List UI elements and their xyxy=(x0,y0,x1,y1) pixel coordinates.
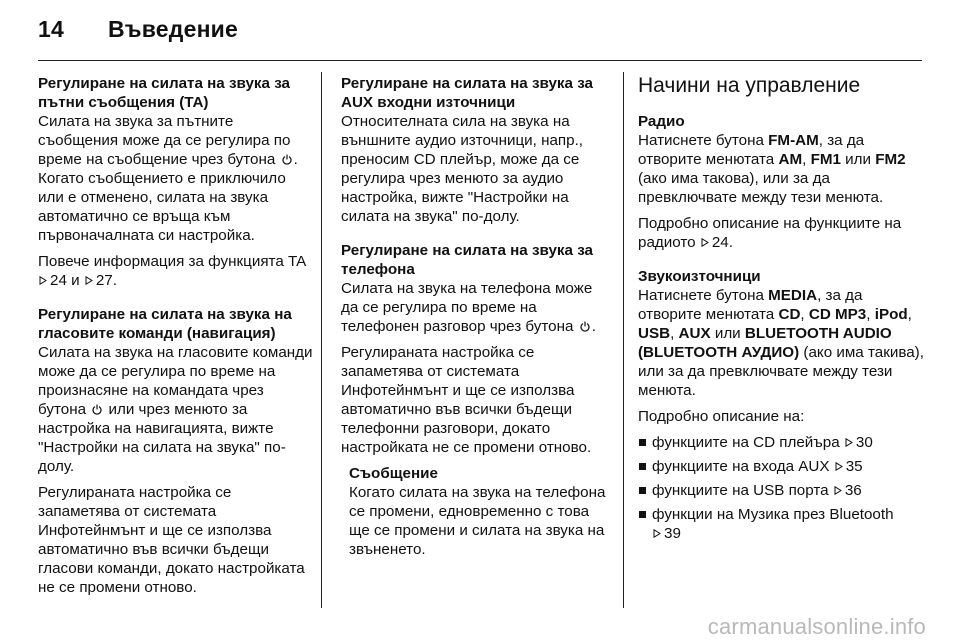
section-voice-volume xyxy=(38,305,314,597)
paragraph-text: . xyxy=(728,234,733,251)
paragraph: Регулираната настройка се запаметява от системата Инфотейнмънт и ще се използва автоматично във всички бъдещи телефонни разговори, докато настройката не се промени отново. xyxy=(341,344,592,456)
page-reference[interactable] xyxy=(833,482,862,499)
paragraph-text: , xyxy=(800,306,809,323)
paragraph-text: Подробно описание на функциите на радиото xyxy=(638,215,902,251)
section-heading: Регулиране на силата на звука за AUX входни източници xyxy=(341,75,593,111)
section-heading: Радио xyxy=(638,113,685,130)
list-item xyxy=(638,505,924,543)
section-heading: Звукоизточници xyxy=(638,268,761,285)
menu-name-bluetooth-audio: BLUETOOTH AUDIO (BLUETOOTH АУДИО) xyxy=(638,325,892,361)
reference-page: 36 xyxy=(844,482,862,499)
paragraph: Относителната сила на звука на външните аудио източници, напр., преносим CD плейър, може да се регулира чрез менюто за аудио настройка, вижте "Настройки на силата на звука" по-долу. xyxy=(341,113,584,225)
paragraph: Подробно описание на: xyxy=(638,408,805,425)
reference-arrow-icon xyxy=(39,276,47,285)
reference-page: 35 xyxy=(845,458,863,475)
paragraph-text: Повече информация за функцията TA xyxy=(38,253,306,270)
reference-page: 30 xyxy=(855,434,873,451)
bullet-square-icon xyxy=(639,439,646,446)
bullet-square-icon xyxy=(639,487,646,494)
note-box xyxy=(349,464,607,559)
list-item-text: функциите на USB порта xyxy=(652,482,829,499)
menu-name-aux: AUX xyxy=(678,325,711,342)
paragraph-text: Силата на звука на гласовите команди може да се регулира по време на произнасяне на командата чрез бутона xyxy=(38,344,313,418)
paragraph xyxy=(341,279,607,336)
power-knob-icon xyxy=(282,154,292,165)
list-item xyxy=(638,481,924,500)
bullet-list xyxy=(638,433,924,543)
paragraph-text: Натиснете бутона xyxy=(638,132,769,149)
section-ta-volume xyxy=(38,74,314,290)
paragraph-text: . xyxy=(112,272,117,289)
bullet-square-icon xyxy=(639,511,646,518)
reference-page: 27 xyxy=(95,272,113,289)
menu-name-cd: CD xyxy=(778,306,801,323)
menu-name-am: AM xyxy=(778,151,803,168)
header-divider xyxy=(38,60,922,61)
reference-page: 24 xyxy=(50,272,67,289)
paragraph: Регулираната настройка се запаметява от системата Инфотейнмънт и ще се използва автоматично във всички бъдещи гласови команди, докато настройката не се промени отново. xyxy=(38,484,305,596)
section-aux-volume xyxy=(341,74,607,226)
section-heading: Регулиране на силата на звука на гласовите команди (навигация) xyxy=(38,306,292,342)
list-item xyxy=(638,457,924,476)
column-left xyxy=(38,74,314,612)
paragraph-text: Силата на звука за пътните съобщения може да се регулира по време на съобщение чрез бутона xyxy=(38,113,291,168)
bullet-square-icon xyxy=(639,463,646,470)
paragraph-text: или чрез менюто за настройка на навигацията, вижте "Настройки на силата на звука" по-долу. xyxy=(38,401,286,475)
page-reference[interactable] xyxy=(834,458,863,475)
section-heading: Регулиране на силата на звука за пътни съобщения (TA) xyxy=(38,75,290,111)
paragraph-text: , xyxy=(866,306,875,323)
paragraph-text: . Когато съобщението е приключило или е отменено, силата на звука автоматично се връща към първоначалната си настройка. xyxy=(38,151,298,244)
paragraph-text: , xyxy=(802,151,811,168)
page-number: 14 xyxy=(38,16,64,42)
page-reference[interactable] xyxy=(844,434,873,451)
note-heading: Съобщение xyxy=(349,465,438,482)
section-phone-volume xyxy=(341,241,607,559)
paragraph-text: или xyxy=(710,325,745,342)
list-item-text: функциите на CD плейъра xyxy=(652,434,840,451)
menu-name-usb: USB xyxy=(638,325,671,342)
section-heading: Регулиране на силата на звука за телефона xyxy=(341,242,593,278)
button-name-fm-am: FM-AM xyxy=(768,132,819,149)
section-title: Начини на управление xyxy=(638,74,861,97)
button-name-media: MEDIA xyxy=(768,287,818,304)
menu-name-fm1: FM1 xyxy=(810,151,841,168)
list-item xyxy=(638,433,924,452)
column-middle xyxy=(341,74,607,574)
watermark: carmanualsonline.info xyxy=(707,614,926,639)
reference-arrow-icon xyxy=(653,529,661,538)
paragraph-text: . xyxy=(591,318,596,335)
paragraph xyxy=(38,252,314,290)
reference-arrow-icon xyxy=(85,276,93,285)
paragraph-text: , за да отворите менютата xyxy=(638,132,865,168)
menu-name-cd-mp3: CD MP3 xyxy=(808,306,867,323)
paragraph-text: (ако има такова), или за да превключвате между тези менюта. xyxy=(638,170,884,206)
menu-name-fm2: FM2 xyxy=(875,151,906,168)
page-reference[interactable] xyxy=(84,272,113,289)
paragraph-text: , xyxy=(907,306,912,323)
column-divider xyxy=(623,72,624,608)
power-knob-icon xyxy=(92,404,102,415)
reference-page: 24 xyxy=(711,234,729,251)
paragraph xyxy=(38,343,314,476)
list-item-text: функциите на входа AUX xyxy=(652,458,830,475)
column-divider xyxy=(321,72,322,608)
reference-page: 39 xyxy=(664,525,681,542)
column-right xyxy=(638,74,924,558)
reference-arrow-icon xyxy=(834,486,842,495)
paragraph xyxy=(38,112,314,245)
reference-arrow-icon xyxy=(701,238,709,247)
paragraph xyxy=(638,131,924,207)
paragraph-text: Силата на звука на телефона може да се регулира по време на телефонен разговор чрез бутона xyxy=(341,280,593,335)
list-item-text: функции на Музика през Bluetooth xyxy=(652,506,894,523)
paragraph-text: , за да отворите менютата xyxy=(638,287,863,323)
section-audio-sources xyxy=(638,267,924,543)
reference-arrow-icon xyxy=(845,438,853,447)
section-radio xyxy=(638,112,924,252)
page-header xyxy=(38,16,918,52)
paragraph-text: (ако има такива), или за да превключвате между тези менюта. xyxy=(638,344,924,399)
reference-arrow-icon xyxy=(835,462,843,471)
paragraph-text: Натиснете бутона xyxy=(638,287,769,304)
paragraph xyxy=(638,286,924,400)
page-reference[interactable] xyxy=(38,272,67,289)
paragraph xyxy=(638,214,924,252)
paragraph-text: и xyxy=(66,272,84,289)
paragraph-text: или xyxy=(840,151,876,168)
page-reference[interactable] xyxy=(700,234,729,251)
page-reference[interactable] xyxy=(652,525,681,542)
power-knob-icon xyxy=(580,321,590,332)
paragraph-text: , xyxy=(670,325,679,342)
page-title: Въведение xyxy=(107,16,239,42)
menu-name-ipod: iPod xyxy=(874,306,908,323)
note-text: Когато силата на звука на телефона се промени, едновременно с това ще се промени и силата на звука на звъненето. xyxy=(349,484,606,558)
